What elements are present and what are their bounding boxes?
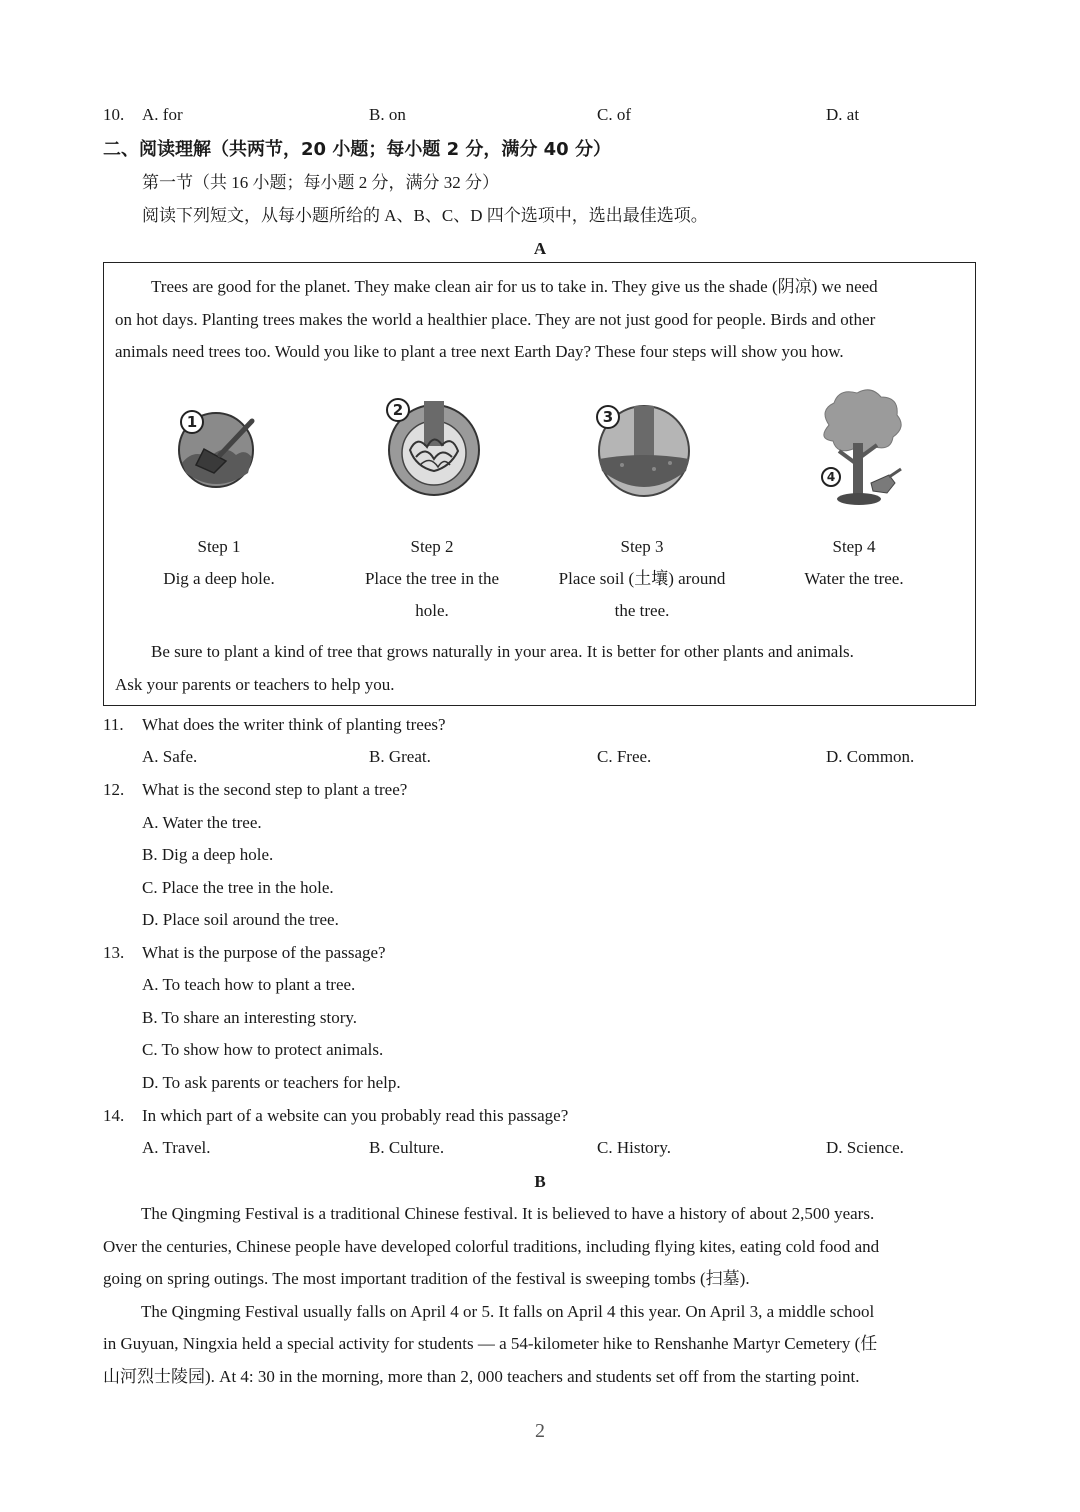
question-12-text: What is the second step to plant a tree? [142, 780, 408, 799]
option-b: B. on [369, 105, 406, 124]
badge-4: 4 [826, 470, 836, 484]
option-d: D. at [826, 105, 860, 124]
step-text: hole. [415, 601, 449, 620]
passage-a-outro [115, 636, 968, 701]
question-13-text: What is the purpose of the passage? [142, 943, 386, 962]
badge-2: 2 [392, 401, 404, 419]
passage-line: The Qingming Festival usually falls on April 4 or 5. It falls on April 4 this year. On April 3, a middle school [141, 1301, 875, 1321]
step-text: Water the tree. [804, 569, 904, 588]
option-a: A. Safe. [142, 747, 198, 766]
badge-3: 3 [602, 408, 614, 426]
outro-line: Ask your parents or teachers to help you. [115, 674, 395, 694]
passage-line: in Guyuan, Ningxia held a special activity for students — a 54-kilometer hike to Renshanhe Martyr Cemetery (任 [103, 1334, 878, 1353]
question-12-number: 12. [103, 780, 125, 799]
option-b: B. Dig a deep hole. [142, 845, 274, 864]
option-a: A. To teach how to plant a tree. [142, 975, 356, 994]
step-text: the tree. [614, 601, 670, 620]
question-13-number: 13. [103, 943, 125, 962]
step-4-caption [754, 531, 954, 595]
passage-a-intro [115, 271, 968, 369]
option-d: D. Place soil around the tree. [142, 910, 339, 929]
option-b: B. To share an interesting story. [142, 1008, 358, 1027]
question-11-text: What does the writer think of planting trees? [142, 715, 446, 734]
badge-1: 1 [186, 413, 198, 431]
option-a: A. Water the tree. [142, 813, 262, 832]
step-2-place-tree-illustration [382, 395, 482, 497]
passage-a-label: A [533, 239, 547, 258]
option-d: D. To ask parents or teachers for help. [142, 1073, 401, 1092]
question-11-options [0, 745, 1080, 769]
option-c: C. Place the tree in the hole. [142, 878, 334, 897]
passage-line: Over the centuries, Chinese people have developed colorful traditions, including flying kites, eating cold food and [103, 1236, 880, 1256]
section-heading: 二、阅读理解（共两节，20 小题；每小题 2 分，满分 40 分） [103, 139, 611, 160]
option-c: C. Free. [597, 747, 652, 766]
intro-line: animals need trees too. Would you like to plant a tree next Earth Day? These four steps will show you how. [115, 342, 844, 361]
question-11-number: 11. [103, 715, 124, 734]
passage-a-box [103, 262, 976, 706]
question-14-text: In which part of a website can you probably read this passage? [142, 1106, 569, 1125]
option-b: B. Culture. [369, 1138, 445, 1157]
intro-line: on hot days. Planting trees makes the world a healthier place. They are not just good for people. Birds and other [115, 309, 876, 329]
option-d: D. Common. [826, 747, 915, 766]
step-title: Step 1 [197, 537, 241, 556]
passage-line: going on spring outings. The most important tradition of the festival is sweeping tombs (扫墓). [103, 1269, 750, 1288]
step-text: Dig a deep hole. [163, 569, 275, 588]
option-d: D. Science. [826, 1138, 904, 1157]
intro-line: Trees are good for the planet. They make clean air for us to take in. They give us the shade (阴凉) we need [151, 277, 878, 296]
question-14-options [0, 1136, 1080, 1160]
passage-b-text [103, 1198, 978, 1393]
step-text: Place soil (土壤) around [558, 569, 726, 588]
instruction: 阅读下列短文，从每小题所给的 A、B、C、D 四个选项中，选出最佳选项。 [142, 206, 708, 225]
page-number: 2 [535, 1420, 545, 1442]
step-3-soil-illustration [592, 403, 692, 498]
outro-line: Be sure to plant a kind of tree that grows naturally in your area. It is better for other plants and animals. [151, 642, 854, 661]
question-14-number: 14. [103, 1106, 125, 1125]
part-heading: 第一节（共 16 小题；每小题 2 分，满分 32 分） [142, 173, 499, 192]
question-10 [0, 103, 1080, 127]
option-b: B. Great. [369, 747, 431, 766]
step-title: Step 2 [410, 537, 454, 556]
option-c: C. of [597, 105, 631, 124]
step-3-caption [542, 531, 742, 627]
option-c: C. To show how to protect animals. [142, 1040, 384, 1059]
step-title: Step 4 [832, 537, 876, 556]
step-2-caption [332, 531, 532, 627]
step-title: Step 3 [620, 537, 664, 556]
step-1-caption [119, 531, 319, 595]
option-a: A. for [142, 105, 183, 124]
option-a: A. Travel. [142, 1138, 211, 1157]
step-1-dig-illustration [174, 403, 264, 498]
passage-b-label: B [534, 1172, 546, 1191]
option-c: C. History. [597, 1138, 671, 1157]
step-4-water-tree-illustration [809, 385, 909, 515]
passage-line: The Qingming Festival is a traditional Chinese festival. It is believed to have a history of about 2,500 years. [141, 1204, 875, 1223]
passage-line: 山河烈士陵园). At 4: 30 in the morning, more than 2, 000 teachers and students set off from the starting point. [103, 1366, 860, 1386]
question-number: 10. [103, 105, 125, 124]
step-text: Place the tree in the [364, 569, 500, 588]
